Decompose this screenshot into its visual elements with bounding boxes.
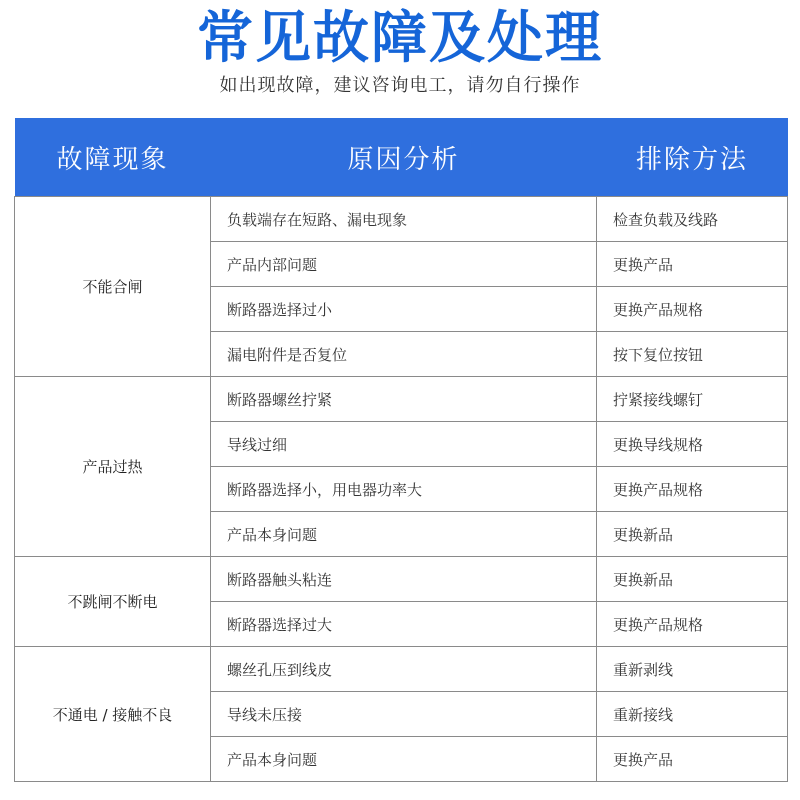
cause-cell: 产品本身问题 bbox=[211, 737, 597, 782]
table-row bbox=[15, 377, 788, 422]
fix-cell: 按下复位按钮 bbox=[597, 332, 788, 377]
table-row bbox=[15, 197, 788, 242]
cause-cell: 导线未压接 bbox=[211, 692, 597, 737]
fix-cell: 拧紧接线螺钉 bbox=[597, 377, 788, 422]
fix-cell: 更换新品 bbox=[597, 557, 788, 602]
fix-cell: 更换产品规格 bbox=[597, 602, 788, 647]
symptom-cell: 不通电 / 接触不良 bbox=[15, 647, 211, 782]
cause-cell: 螺丝孔压到线皮 bbox=[211, 647, 597, 692]
fault-table bbox=[14, 118, 788, 782]
cause-cell: 断路器选择过大 bbox=[211, 602, 597, 647]
cause-cell: 产品内部问题 bbox=[211, 242, 597, 287]
cause-cell: 产品本身问题 bbox=[211, 512, 597, 557]
cause-cell: 断路器螺丝拧紧 bbox=[211, 377, 597, 422]
cause-cell: 断路器触头粘连 bbox=[211, 557, 597, 602]
fix-cell: 更换产品 bbox=[597, 242, 788, 287]
cause-cell: 断路器选择小，用电器功率大 bbox=[211, 467, 597, 512]
symptom-cell: 不能合闸 bbox=[15, 197, 211, 377]
fix-cell: 重新接线 bbox=[597, 692, 788, 737]
symptom-cell: 不跳闸不断电 bbox=[15, 557, 211, 647]
fix-cell: 更换产品规格 bbox=[597, 287, 788, 332]
fix-cell: 更换导线规格 bbox=[597, 422, 788, 467]
page-title: 常见故障及处理 bbox=[197, 6, 603, 71]
cause-cell: 断路器选择过小 bbox=[211, 287, 597, 332]
table-row bbox=[15, 557, 788, 602]
fix-cell: 更换新品 bbox=[597, 512, 788, 557]
table-row bbox=[15, 647, 788, 692]
fix-cell: 重新剥线 bbox=[597, 647, 788, 692]
page-subtitle: 如出现故障，建议咨询电工，请勿自行操作 bbox=[219, 75, 581, 96]
column-header-fix: 排除方法 bbox=[597, 118, 788, 197]
table-header-row bbox=[15, 118, 788, 197]
fix-cell: 更换产品 bbox=[597, 737, 788, 782]
cause-cell: 漏电附件是否复位 bbox=[211, 332, 597, 377]
column-header-symptom: 故障现象 bbox=[15, 118, 211, 197]
symptom-cell: 产品过热 bbox=[15, 377, 211, 557]
cause-cell: 导线过细 bbox=[211, 422, 597, 467]
fix-cell: 更换产品规格 bbox=[597, 467, 788, 512]
column-header-cause: 原因分析 bbox=[211, 118, 597, 197]
fix-cell: 检查负载及线路 bbox=[597, 197, 788, 242]
cause-cell: 负载端存在短路、漏电现象 bbox=[211, 197, 597, 242]
